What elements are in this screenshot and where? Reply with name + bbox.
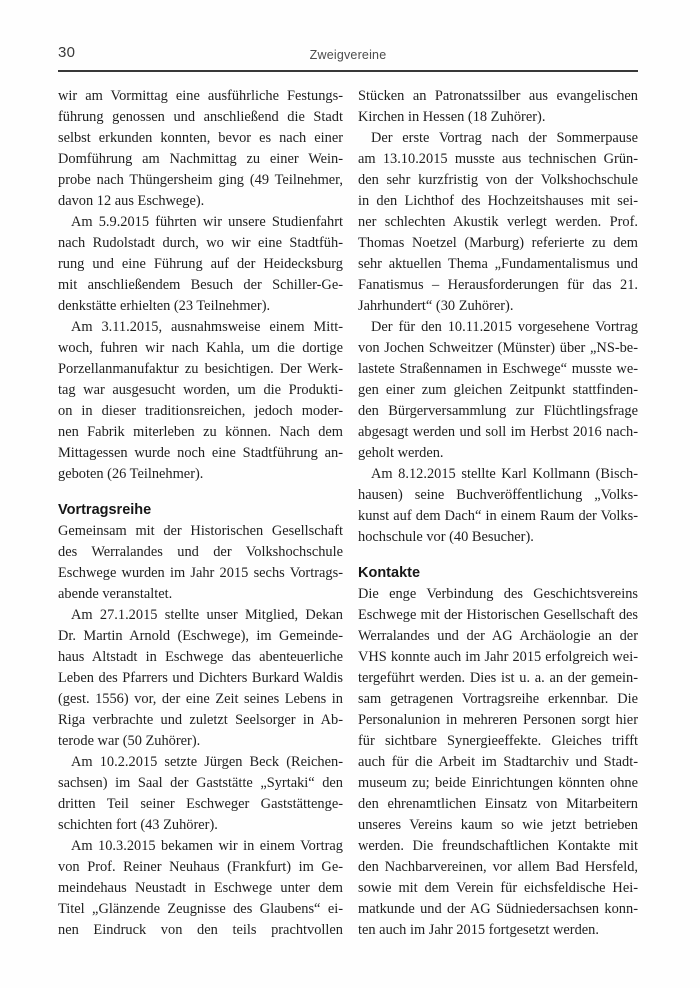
paragraph (58, 836, 343, 941)
text-line: museum zu; beide Einrichtungen könnten ohne (358, 775, 638, 791)
text-line: abende veranstaltet. (58, 586, 173, 602)
text-line: woch, fuhren wir nach Kahla, um die dortige (58, 340, 343, 356)
text-line: den ehrenamtlichen Einsatz von Mitarbeitern (358, 796, 638, 812)
text-line: Am 10.3.2015 bekamen wir in einem Vortrag (71, 838, 343, 854)
text-line: mit anschließendem Besuch der Schiller-Ge- (58, 277, 343, 293)
text-line: terode war (50 Zuhörer). (58, 733, 201, 749)
text-line: Stücken an Patronatssilber aus evangelischen (358, 88, 638, 104)
text-line: VHS konnte auch im Jahr 2015 erfolgreich wei- (358, 649, 638, 665)
text-line: Porzellanmanufaktur zu besichtigen. Der Werk- (58, 361, 343, 377)
text-line: ner schlechten Akustik verlegt werden. Prof. (358, 214, 638, 230)
text-line: lastete Straßennamen in Eschwege“ musste we- (358, 361, 638, 377)
text-line: Am 27.1.2015 stellte unser Mitglied, Dekan (71, 607, 343, 623)
text-line: Leben des Pfarrers und Dichters Burkard Waldis (58, 670, 343, 686)
text-line: tag war ausgesucht worden, um die Produkti- (58, 382, 343, 398)
paragraph (58, 521, 343, 605)
text-line: den Nachbarvereinen, vor allem Bad Hersfeld, (358, 859, 638, 875)
text-line: Personalunion in mehreren Personen sorgt hier (358, 712, 638, 728)
text-line: Eschwege mit der Historischen Gesellschaft des (358, 607, 638, 623)
text-line: abgesagt werden und soll im Herbst 2016 nach- (358, 424, 638, 440)
text-line: meindehaus Neustadt in Eschwege unter dem (58, 880, 343, 896)
left-column (58, 86, 343, 941)
running-head: Zweigvereine (309, 48, 387, 62)
text-line: hausen) seine Buchveröffentlichung „Volks- (358, 487, 638, 503)
text-line: dritten Teil seiner Eschweger Gaststättenge- (58, 796, 343, 812)
text-line: davon 12 aus Eschwege). (58, 193, 205, 209)
text-line: nach Rudolstadt durch, wo wir eine Stadtfüh- (58, 235, 343, 251)
text-line: ten auch im Jahr 2015 fortgesetzt werden. (358, 922, 599, 938)
text-line: Titel „Glänzende Zeugnisse des Glaubens“ ei- (58, 901, 343, 917)
text-line: Der für den 10.11.2015 vorgesehene Vortrag (371, 319, 638, 335)
text-line: Der erste Vortrag nach der Sommerpause (371, 130, 638, 146)
paragraph (58, 752, 343, 836)
text-line: den sehr kurzfristig von der Volkshochschule (358, 172, 638, 188)
paragraph (358, 86, 638, 128)
text-line: matkunde und der AG Südniedersachsen konn- (358, 901, 638, 917)
text-line: Am 5.9.2015 führten wir unsere Studienfahrt (71, 214, 343, 230)
page-number: 30 (58, 44, 76, 61)
text-line: sam getragenen Vortragsreihe erkennbar. Die (358, 691, 638, 707)
text-line: sachsen) im Saal der Gaststätte „Syrtaki“ den (58, 775, 343, 791)
text-line: denkstätte erhielten (23 Teilnehmer). (58, 298, 271, 314)
text-line: Fanatismus – Herausforderungen für das 21. (358, 277, 638, 293)
text-line: nen Eindruck von den teils prachtvollen (58, 922, 343, 938)
paragraph (358, 464, 638, 548)
text-line: Am 3.11.2015, ausnahmsweise einem Mitt- (71, 319, 343, 335)
section-heading: Kontakte (358, 565, 421, 581)
text-line: führung genossen und anschließend die Stadt (58, 109, 343, 125)
text-line: Dr. Martin Arnold (Eschwege), im Gemeinde- (58, 628, 343, 644)
text-line: den Bürgerversammlung zur Flüchtlingsfrage (358, 403, 638, 419)
paragraph (58, 317, 343, 485)
text-line: unseres Vereins kaum so wie jetzt betrieben (358, 817, 638, 833)
text-line: nen Fabrik miterleben zu können. Nach dem (58, 424, 343, 440)
text-line: Jahrhundert“ (30 Zuhörer). (358, 298, 514, 314)
text-line: tergeführt werden. Dies ist u. a. an der gemein- (358, 670, 638, 686)
two-column-text (58, 86, 638, 941)
text-line: von Prof. Reiner Neuhaus (Frankfurt) im Ge- (58, 859, 343, 875)
text-line: (gest. 1556) vor, der eine Zeit seines Lebens in (58, 691, 343, 707)
text-line: in den Lichthof des Hochzeitshauses mit sei- (358, 193, 638, 209)
text-line: Gemeinsam mit der Historischen Gesellschaft (58, 523, 343, 539)
text-line: Kirchen in Hessen (18 Zuhörer). (358, 109, 546, 125)
paragraph (358, 128, 638, 317)
paragraph (58, 605, 343, 752)
text-line: Domführung am Nachmittag zu einer Wein- (58, 151, 343, 167)
text-line: sehr aktuellen Thema „Fundamentalismus und (358, 256, 638, 272)
paragraph (58, 86, 343, 212)
text-line: am 13.10.2015 musste aus technischen Grün- (358, 151, 638, 167)
text-line: wir am Vormittag eine ausführliche Festungs- (58, 88, 343, 104)
section-heading: Vortragsreihe (58, 502, 152, 518)
text-line: on in dieser traditionsreichen, jedoch moder- (58, 403, 343, 419)
text-line: geboten (26 Teilnehmer). (58, 466, 204, 482)
text-line: haus Altstadt in Eschwege das abenteuerliche (58, 649, 343, 665)
paragraph (358, 584, 638, 941)
text-line: Riga verbrachte und zuletzt Seelsorger in Ab- (58, 712, 343, 728)
text-line: rung und eine Führung auf der Heidecksburg (58, 256, 343, 272)
text-line: Eschwege wurden im Jahr 2015 sechs Vortrags- (58, 565, 343, 581)
text-line: sowie mit dem Verein für eichsfeldische Hei- (358, 880, 638, 896)
right-column (358, 86, 638, 941)
text-line: werden. Die freundschaftlichen Kontakte mit (358, 838, 638, 854)
text-line: Am 10.2.2015 setzte Jürgen Beck (Reichen- (71, 754, 343, 770)
paragraph (358, 317, 638, 464)
text-line: Werralandes und der AG Archäologie an der (358, 628, 638, 644)
text-line: schichten fort (43 Zuhörer). (58, 817, 218, 833)
text-line: für sichtbare Synergieeffekte. Gleiches trifft (358, 733, 638, 749)
text-line: probe nach Thüngersheim ging (49 Teilnehmer, (58, 172, 343, 188)
text-line: von Jochen Schweitzer (Münster) über „NS-be- (358, 340, 638, 356)
text-line: Mittagessen wurde noch eine Stadtführung an- (58, 445, 343, 461)
text-line: gen einer zum gleichen Zeitpunkt stattfinden- (358, 382, 638, 398)
page-header (58, 44, 638, 64)
text-line: kunst auf dem Dach“ in einem Raum der Volks- (358, 508, 638, 524)
text-line: geholt werden. (358, 445, 444, 461)
text-line: Thomas Noetzel (Marburg) referierte zu dem (358, 235, 638, 251)
text-line: Am 8.12.2015 stellte Karl Kollmann (Bisch- (371, 466, 638, 482)
text-line: hochschule vor (40 Besucher). (358, 529, 534, 545)
text-line: selbst erkunden konnten, bevor es nach einer (58, 130, 343, 146)
paragraph (58, 212, 343, 317)
text-line: auch für die Arbeit im Stadtarchiv und Stadt- (358, 754, 638, 770)
text-line: Die enge Verbindung des Geschichtsvereins (358, 586, 638, 602)
text-line: des Werralandes und der Volkshochschule (58, 544, 343, 560)
header-rule (58, 70, 638, 72)
